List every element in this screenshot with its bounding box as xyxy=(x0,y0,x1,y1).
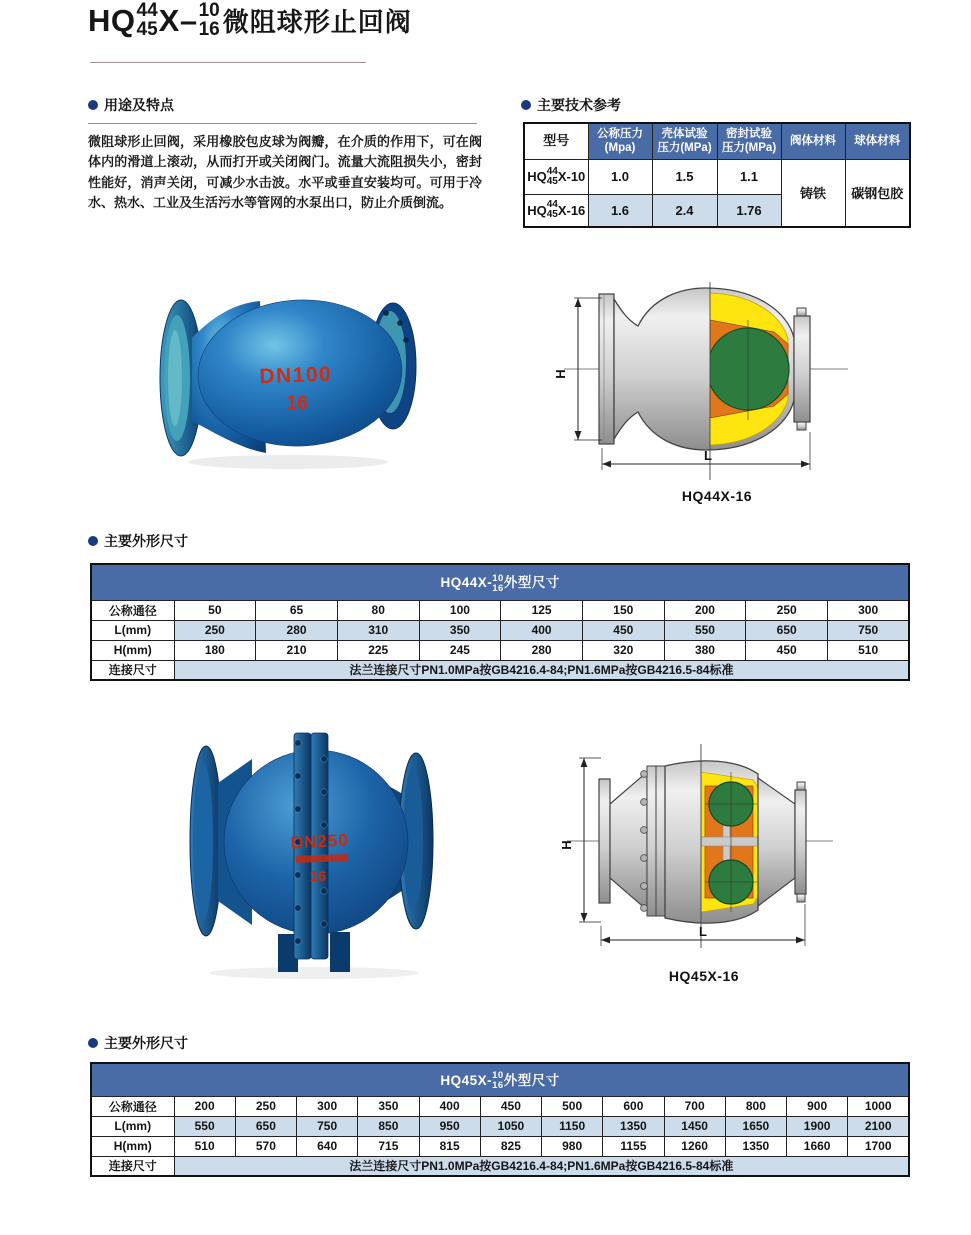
row-label-cell: 连接尺寸 xyxy=(91,660,174,680)
value-cell: 1155 xyxy=(603,1136,664,1156)
hq45x-dimensions-table xyxy=(90,1062,910,1177)
value-cell: 1150 xyxy=(542,1116,603,1136)
header-cell-model: 型号 xyxy=(524,123,588,159)
bullet-icon xyxy=(88,1038,98,1048)
value-cell: 700 xyxy=(664,1096,725,1116)
value-cell: 815 xyxy=(419,1136,480,1156)
row-label-cell: 连接尺寸 xyxy=(91,1156,174,1176)
value-cell: 1.1 xyxy=(717,159,781,194)
dim-l-label: L xyxy=(699,924,707,939)
hq45x-product-photo xyxy=(182,719,444,981)
table-row xyxy=(524,159,910,194)
table-title-bar: HQ44X- 10 16 外型尺寸 xyxy=(91,564,909,600)
value-cell: 200 xyxy=(664,600,746,620)
value-cell: 250 xyxy=(746,600,828,620)
value-cell: 320 xyxy=(582,640,664,660)
support-leg xyxy=(330,932,350,972)
table-row xyxy=(91,600,909,620)
header-cell-ball-material: 球体材料 xyxy=(845,123,910,159)
table-row xyxy=(91,660,909,680)
hq44x-dimensions-table xyxy=(90,563,910,681)
dn-marking: DN250 xyxy=(290,830,350,853)
value-cell: 210 xyxy=(256,640,338,660)
value-cell: 310 xyxy=(337,620,419,640)
value-cell: 800 xyxy=(725,1096,786,1116)
left-flange xyxy=(599,779,610,903)
section-heading-dims2: 主要外形尺寸 xyxy=(88,1033,188,1053)
value-cell: 300 xyxy=(828,600,910,620)
connection-spec-cell: 法兰连接尺寸PN1.0MPa按GB4216.4-84;PN1.6MPa按GB4216.5-84标准 xyxy=(174,1156,909,1176)
value-cell: 1650 xyxy=(725,1116,786,1136)
connection-spec-cell: 法兰连接尺寸PN1.0MPa按GB4216.4-84;PN1.6MPa按GB4216.5-84标准 xyxy=(174,660,909,680)
bolt-hole xyxy=(383,310,389,316)
section-heading-tech: 主要技术参考 xyxy=(521,95,621,115)
value-cell: 250 xyxy=(174,620,256,640)
value-cell: 1900 xyxy=(787,1116,848,1136)
value-cell: 50 xyxy=(174,600,256,620)
row-label-cell: 公称通径 xyxy=(91,1096,174,1116)
value-cell: 570 xyxy=(235,1136,296,1156)
value-cell: 350 xyxy=(358,1096,419,1116)
value-cell: 300 xyxy=(297,1096,358,1116)
right-flange xyxy=(794,316,810,422)
section-heading-features: 用途及特点 xyxy=(88,95,174,115)
right-cone xyxy=(758,778,795,906)
value-cell: 280 xyxy=(256,620,338,640)
value-cell: 400 xyxy=(419,1096,480,1116)
value-cell: 825 xyxy=(480,1136,541,1156)
dim-l-label: L xyxy=(704,448,712,463)
bolted-flange-plate xyxy=(656,766,665,916)
value-cell: 600 xyxy=(603,1096,664,1116)
header-cell-shell-test: 壳体试验 压力(MPa) xyxy=(652,123,717,159)
title-model-fraction-2: 10 16 xyxy=(198,0,220,40)
value-cell: 1.76 xyxy=(717,194,781,227)
value-cell: 200 xyxy=(174,1096,235,1116)
pn-marking: 16 xyxy=(286,393,308,414)
photo-shadow xyxy=(209,967,419,979)
bolt-hole xyxy=(397,320,403,326)
value-cell: 180 xyxy=(174,640,256,660)
value-cell: 280 xyxy=(501,640,583,660)
section-divider xyxy=(88,123,477,124)
hq44x-section-drawing xyxy=(552,282,882,484)
value-cell: 950 xyxy=(419,1116,480,1136)
value-cell: 1350 xyxy=(725,1136,786,1156)
hq45x-section-drawing xyxy=(553,742,855,954)
model-cell: HQ 44 45 X-10 xyxy=(524,159,588,194)
drawing1-caption: HQ44X-16 xyxy=(681,488,753,504)
value-cell: 1.0 xyxy=(588,159,652,194)
right-flange xyxy=(795,790,806,894)
value-cell: 750 xyxy=(828,620,910,640)
value-cell: 1660 xyxy=(787,1136,848,1156)
value-cell: 900 xyxy=(787,1096,848,1116)
value-cell: 1700 xyxy=(848,1136,909,1156)
value-cell: 100 xyxy=(419,600,501,620)
value-cell: 650 xyxy=(235,1116,296,1136)
title-model-fraction-1: 44 45 xyxy=(136,0,158,40)
title-product-name: 微阻球形止回阀 xyxy=(222,7,412,38)
dim-h-label: H xyxy=(559,840,574,850)
value-cell: 750 xyxy=(297,1116,358,1136)
value-cell: 450 xyxy=(480,1096,541,1116)
value-cell: 350 xyxy=(419,620,501,640)
header-cell-body-material: 阀体材料 xyxy=(781,123,845,159)
value-cell: 500 xyxy=(542,1096,603,1116)
section-heading-dims1: 主要外形尺寸 xyxy=(88,531,188,551)
row-label-cell: H(mm) xyxy=(91,640,174,660)
value-cell: 450 xyxy=(582,620,664,640)
value-cell: 1000 xyxy=(848,1096,909,1116)
table-row xyxy=(91,1096,909,1116)
bullet-icon xyxy=(88,100,98,110)
left-cone xyxy=(610,772,647,910)
value-cell: 715 xyxy=(358,1136,419,1156)
title-model-mid: X– xyxy=(158,2,198,38)
row-label-cell: H(mm) xyxy=(91,1136,174,1156)
value-cell: 380 xyxy=(664,640,746,660)
table-header-row xyxy=(524,123,910,159)
row-label-cell: 公称通径 xyxy=(91,600,174,620)
page-title xyxy=(88,2,412,39)
table-row xyxy=(91,640,909,660)
pn-marking: 16 xyxy=(309,868,327,885)
value-cell: 80 xyxy=(337,600,419,620)
table-row xyxy=(91,620,909,640)
row-label-cell: L(mm) xyxy=(91,620,174,640)
value-cell: 1.6 xyxy=(588,194,652,227)
value-cell: 1350 xyxy=(603,1116,664,1136)
header-cell-nominal-pressure: 公称压力 (Mpa) xyxy=(588,123,652,159)
hq44x-product-photo xyxy=(148,283,420,471)
body-material-cell: 铸铁 xyxy=(781,159,845,227)
value-cell: 65 xyxy=(256,600,338,620)
value-cell: 2100 xyxy=(848,1116,909,1136)
value-cell: 150 xyxy=(582,600,664,620)
header-cell-seal-test: 密封试验 压力(MPa) xyxy=(717,123,781,159)
value-cell: 450 xyxy=(746,640,828,660)
value-cell: 1450 xyxy=(664,1116,725,1136)
drawing2-caption: HQ45X-16 xyxy=(668,968,740,984)
table-row xyxy=(91,1156,909,1176)
value-cell: 400 xyxy=(501,620,583,640)
title-divider xyxy=(90,62,366,63)
dim-h-label: H xyxy=(553,369,568,379)
table-row xyxy=(91,1136,909,1156)
table-title-row xyxy=(91,564,909,600)
value-cell: 650 xyxy=(746,620,828,640)
value-cell: 980 xyxy=(542,1136,603,1156)
row-label-cell: L(mm) xyxy=(91,1116,174,1136)
value-cell: 225 xyxy=(337,640,419,660)
value-cell: 640 xyxy=(297,1136,358,1156)
value-cell: 1.5 xyxy=(652,159,717,194)
cutaway-section xyxy=(701,772,758,912)
value-cell: 1260 xyxy=(664,1136,725,1156)
bolted-flange-plate xyxy=(647,766,656,916)
bullet-icon xyxy=(521,100,531,110)
value-cell: 550 xyxy=(664,620,746,640)
value-cell: 2.4 xyxy=(652,194,717,227)
left-flange xyxy=(599,294,614,444)
value-cell: 125 xyxy=(501,600,583,620)
bolt-hole xyxy=(403,337,409,343)
features-paragraph: 微阻球形止回阀，采用橡胶包皮球为阀瓣，在介质的作用下，可在阀体内的滑道上滚动，从而打开或关闭阀门。流量大流阻损失小，密封性能好，消声关闭，可减少水击波。水平或垂直安装均可。可用于冷水、热水、工业及生活污水等管网的水泵出口，防止介质倒流。 xyxy=(88,134,482,211)
value-cell: 1050 xyxy=(480,1116,541,1136)
bullet-icon xyxy=(88,536,98,546)
value-cell: 510 xyxy=(174,1136,235,1156)
model-cell: HQ 44 45 X-16 xyxy=(524,194,588,227)
table-title-bar: HQ45X- 10 16 外型尺寸 xyxy=(91,1063,909,1096)
value-cell: 510 xyxy=(828,640,910,660)
table-title-row xyxy=(91,1063,909,1096)
value-cell: 250 xyxy=(235,1096,296,1116)
value-cell: 850 xyxy=(358,1116,419,1136)
ball-material-cell: 碳钢包胶 xyxy=(845,159,910,227)
photo-shadow xyxy=(188,455,388,469)
table-row xyxy=(91,1116,909,1136)
value-cell: 245 xyxy=(419,640,501,660)
dn-marking: DN100 xyxy=(258,362,333,389)
value-cell: 550 xyxy=(174,1116,235,1136)
tech-specs-table xyxy=(523,122,911,228)
title-model-prefix: HQ xyxy=(88,2,136,38)
